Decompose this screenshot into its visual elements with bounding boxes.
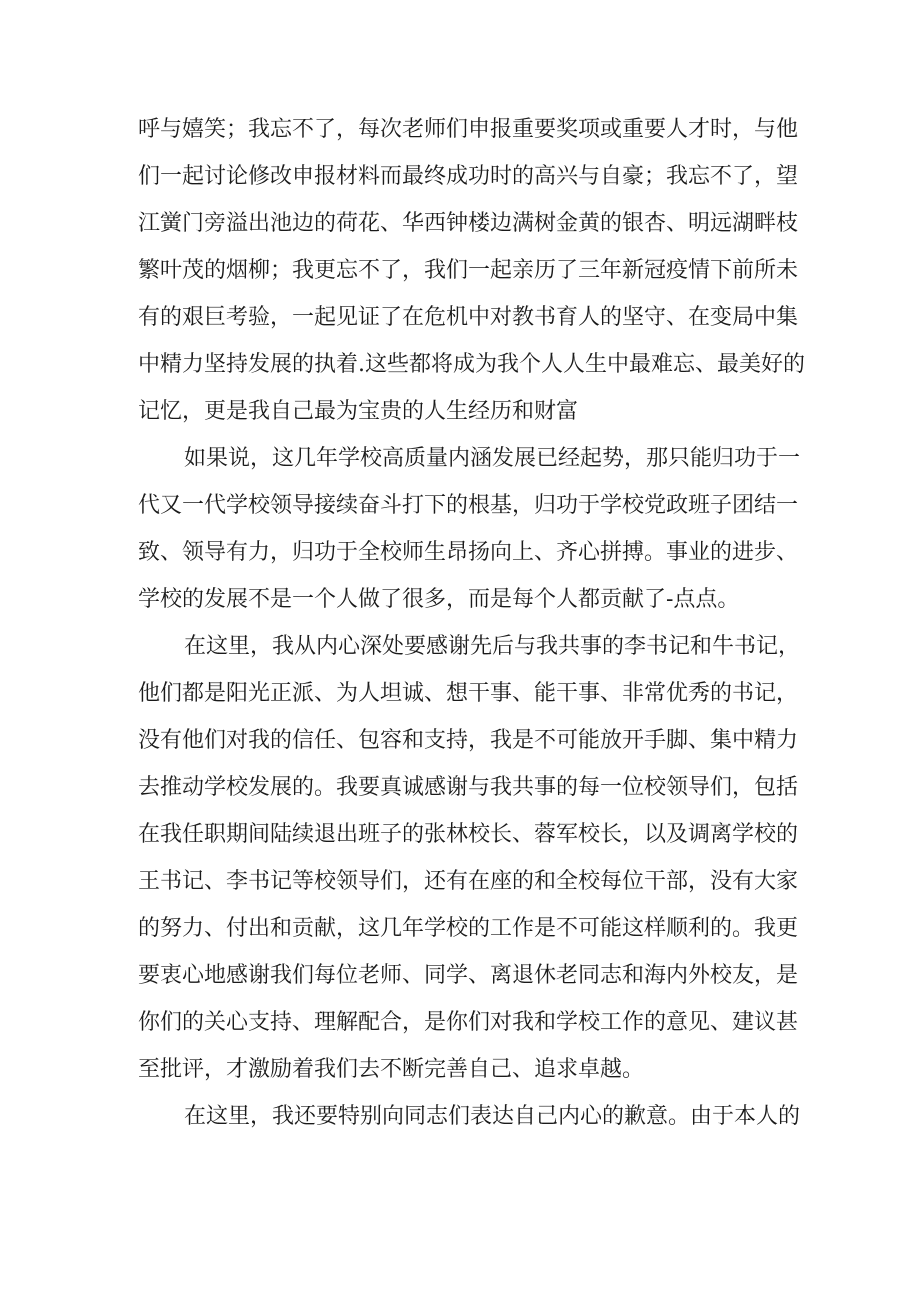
paragraph-3-line-7: 的努力、付出和贡献，这几年学校的工作是不可能这样顺利的。我更 <box>138 916 799 941</box>
paragraph-3-line-1: 在这里，我从内心深处要感谢先后与我共事的李书记和牛书记， <box>184 634 801 659</box>
paragraph-3-line-4: 去推动学校发展的。我要真诚感谢与我共事的每一位校领导们，包括 <box>138 775 799 800</box>
paragraph-3-line-5: 在我任职期间陆续退出班子的张林校长、蓉军校长，以及调离学校的 <box>138 822 799 847</box>
paragraph-3-line-10: 至批评，才激励着我们去不断完善自己、追求卓越。 <box>138 1057 645 1082</box>
paragraph-1-line-2: 们一起讨论修改申报材料而最终成功时的高兴与自豪；我忘不了，望 <box>138 164 799 189</box>
paragraph-1-line-4: 繁叶茂的烟柳；我更忘不了，我们一起亲历了三年新冠疫情下前所未 <box>138 258 799 283</box>
paragraph-1-line-6: 中精力坚持发展的执着.这些都将成为我个人人生中最难忘、最美好的 <box>138 352 805 377</box>
paragraph-3-line-3: 没有他们对我的信任、包容和支持，我是不可能放开手脚、集中精力 <box>138 728 799 753</box>
paragraph-1-line-3: 江黉门旁溢出池边的荷花、华西钟楼边满树金黄的银杏、明远湖畔枝 <box>138 211 799 236</box>
paragraph-3-line-2: 他们都是阳光正派、为人坦诚、想干事、能干事、非常优秀的书记， <box>138 681 799 706</box>
paragraph-1-line-1: 呼与嬉笑；我忘不了，每次老师们申报重要奖项或重要人才时，与他 <box>138 117 799 142</box>
paragraph-3-line-8: 要衷心地感谢我们每位老师、同学、离退休老同志和海内外校友，是 <box>138 963 799 988</box>
paragraph-4-line-1: 在这里，我还要特别向同志们表达自己内心的歉意。由于本人的 <box>184 1104 801 1129</box>
paragraph-3-line-6: 王书记、李书记等校领导们，还有在座的和全校每位干部，没有大家 <box>138 869 799 894</box>
paragraph-1-line-7: 记忆，更是我自己最为宝贵的人生经历和财富 <box>138 399 579 424</box>
paragraph-2-line-4: 学校的发展不是一个人做了很多，而是每个人都贡献了-点点。 <box>138 587 740 612</box>
paragraph-3-line-9: 你们的关心支持、理解配合，是你们对我和学校工作的意见、建议甚 <box>138 1010 799 1035</box>
paragraph-1-line-5: 有的艰巨考验，一起见证了在危机中对教书育人的坚守、在变局中集 <box>138 305 799 330</box>
body-text <box>138 106 805 1140</box>
paragraph-2-line-3: 致、领导有力，归功于全校师生昂扬向上、齐心拼搏。事业的进步、 <box>138 540 799 565</box>
paragraph-2-line-2: 代又一代学校领导接续奋斗打下的根基，归功于学校党政班子团结一 <box>138 493 799 518</box>
paragraph-2-line-1: 如果说，这几年学校高质量内涵发展已经起势，那只能归功于一 <box>184 446 801 471</box>
